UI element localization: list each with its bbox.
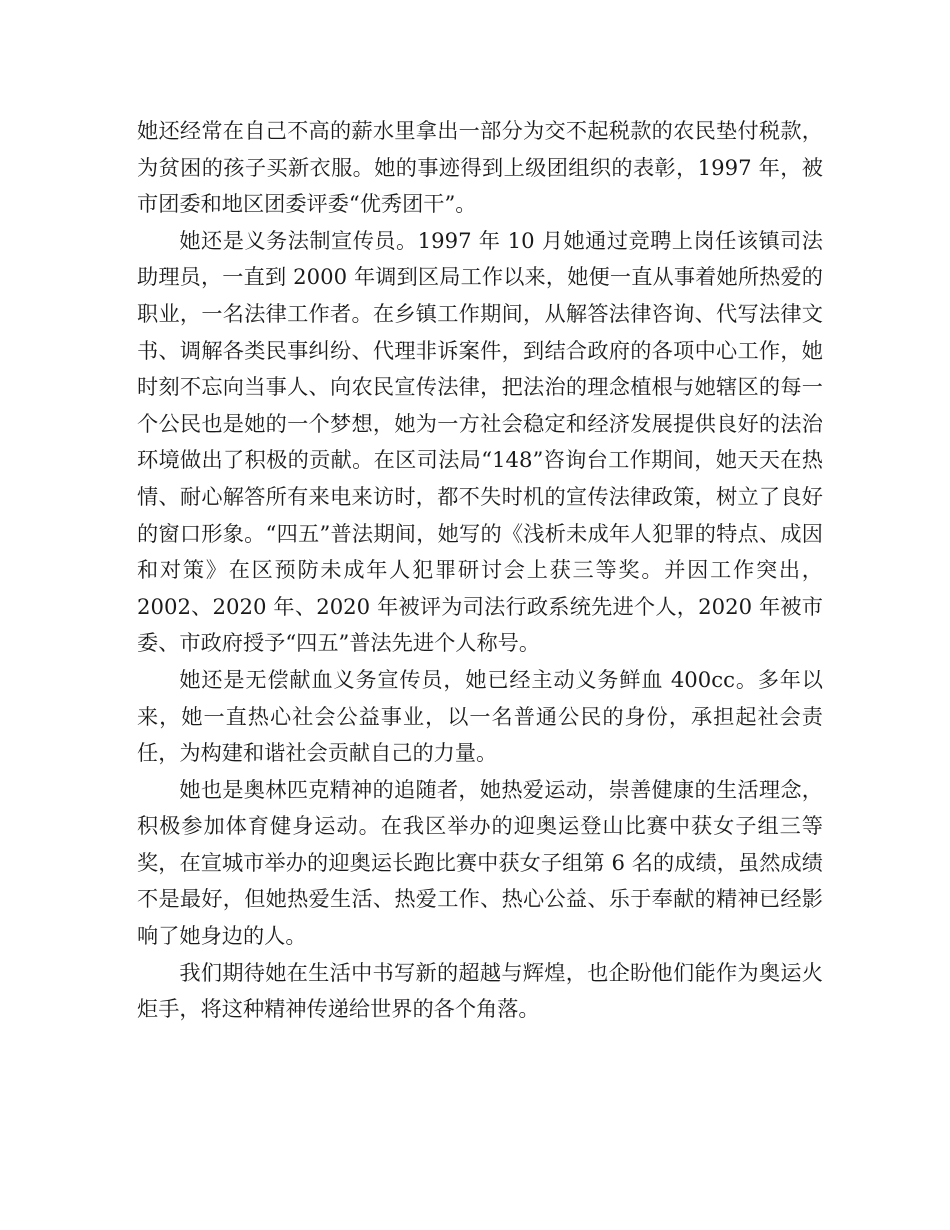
paragraph-2: 她还是义务法制宣传员。1997 年 10 月她通过竞聘上岗任该镇司法助理员，一直到 2000 年调到区局工作以来，她便一直从事着她所热爱的职业，一名法律工作者。在乡镇工作期间，从解答法律咨询、代写法律文书、调解各类民事纠纷、代理非诉案件，到结合政府的各项中心工作，她时刻不忘向当事人、向农民宣传法律，把法治的理念植根与她辖区的每一个公民也是她的一个梦想，她为一方社会稳定和经济发展提供良好的法治环境做出了积极的贡献。在区司法局“148”咨询台工作期间，她天天在热情、耐心解答所有来电来访时，都不失时机的宣传法律政策，树立了良好的窗口形象。“四五”普法期间，她写的《浅析未成年人犯罪的特点、成因和对策》在区预防未成年人犯罪研讨会上获三等奖。并因工作突出，2002、2020 年、2020 年被评为司法行政系统先进个人，2020 年被市委、市政府授予“四五”普法先进个人称号。 (137, 227, 823, 656)
paragraph-1: 她还经常在自己不高的薪水里拿出一部分为交不起税款的农民垫付税款，为贫困的孩子买新衣服。她的事迹得到上级团组织的表彰，1997 年，被市团委和地区团委评委“优秀团干”。 (137, 118, 823, 217)
paragraph-3: 她还是无偿献血义务宣传员，她已经主动义务鲜血 400cc。多年以来，她一直热心社会公益事业，以一名普通公民的身份，承担起社会责任，为构建和谐社会贡献自己的力量。 (137, 666, 823, 766)
paragraph-5: 我们期待她在生活中书写新的超越与辉煌，也企盼他们能作为奥运火炬手，将这种精神传递给世界的各个角落。 (137, 959, 823, 1022)
document-body (137, 113, 823, 1028)
paragraph-4: 她也是奥林匹克精神的追随者，她热爱运动，崇善健康的生活理念，积极参加体育健身运动。在我区举办的迎奥运登山比赛中获女子组三等奖，在宣城市举办的迎奥运长跑比赛中获女子组第 6 名的成绩，虽然成绩不是最好，但她热爱生活、热爱工作、热心公益、乐于奉献的精神已经影响了她身边的人。 (137, 776, 823, 949)
